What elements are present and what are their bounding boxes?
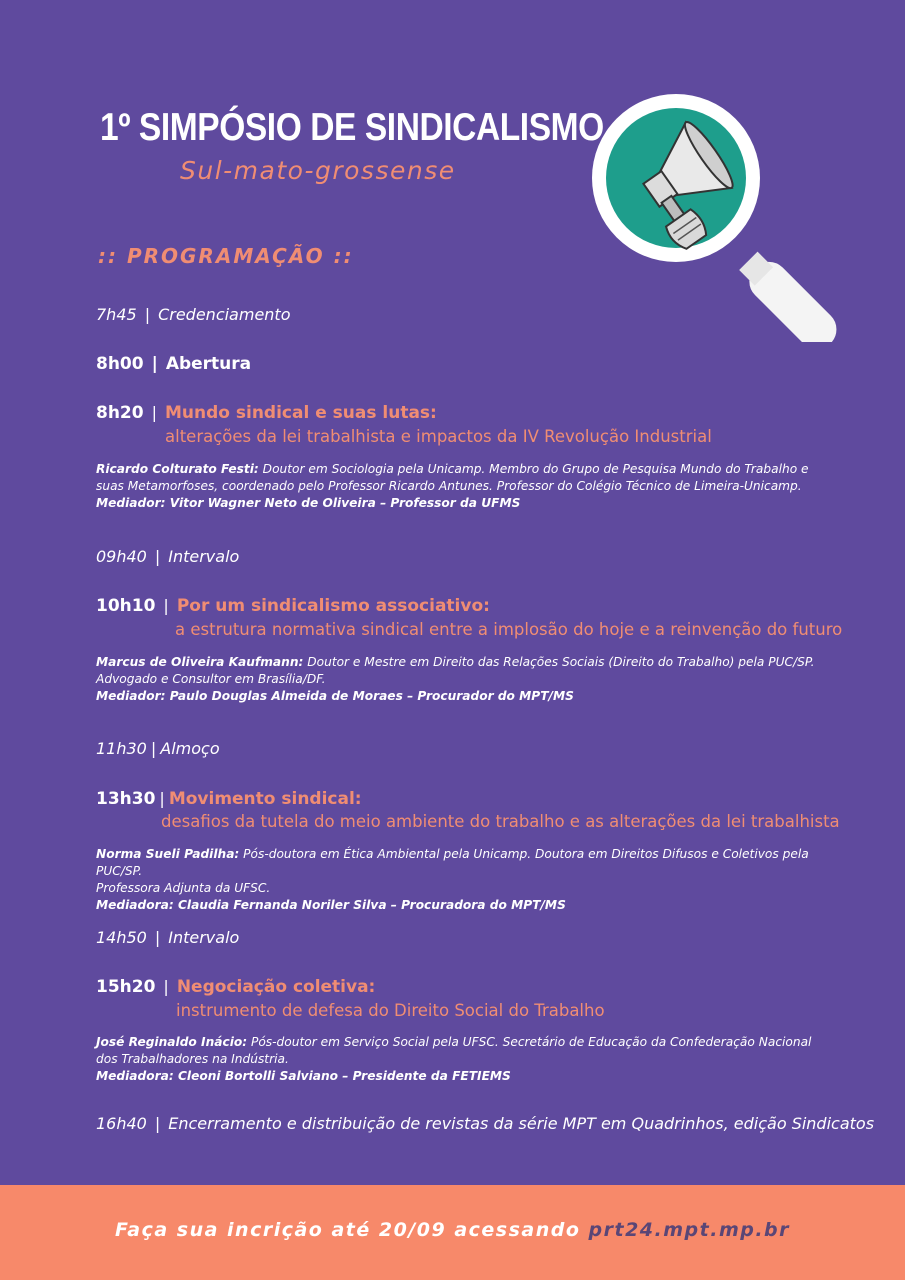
session-3-bio <box>96 846 816 914</box>
session-4-header: 15h20 | Negociação coletiva: <box>96 977 376 997</box>
schedule-item-encerramento: 16h40 | Encerramento e distribuição de revistas da série MPT em Quadrinhos, edição Sindicatos <box>96 1114 875 1133</box>
schedule-label: Abertura <box>165 354 252 374</box>
session-time: 8h20 <box>96 403 144 423</box>
page-title: 1º SIMPÓSIO DE SINDICALISMO <box>100 106 604 149</box>
speaker-bio: Doutor em Sociologia pela Unicamp. Membro do Grupo de Pesquisa Mundo do Trabalho e <box>258 462 809 476</box>
session-time: 10h10 <box>96 596 156 616</box>
footer-banner <box>0 1185 905 1280</box>
session-3-header: 13h30 | Movimento sindical: <box>96 789 362 809</box>
session-title: Negociação coletiva: <box>176 977 376 997</box>
mediator: Mediadora: Claudia Fernanda Noriler Silva – Procuradora do MPT/MS <box>96 898 566 912</box>
schedule-label: Almoço <box>160 739 220 758</box>
page-subtitle: Sul-mato-grossense <box>180 156 456 185</box>
session-3-subtitle: desafios da tutela do meio ambiente do trabalho e as alterações da lei trabalhista <box>161 812 840 831</box>
session-2-subtitle: a estrutura normativa sindical entre a implosão do hoje e a reinvenção do futuro <box>175 620 843 639</box>
session-2-header: 10h10 | Por um sindicalismo associativo: <box>96 596 490 616</box>
footer-text <box>0 1219 905 1241</box>
schedule-label: Credenciamento <box>158 305 291 324</box>
schedule-time: 16h40 <box>96 1114 147 1133</box>
speaker-bio: Pós-doutor em Serviço Social pela UFSC. Secretário de Educação da Confederação Nacional <box>247 1035 812 1049</box>
session-title: Por um sindicalismo associativo: <box>176 596 490 616</box>
schedule-time: 7h45 <box>96 305 137 324</box>
schedule-item-intervalo: 09h40 | Intervalo <box>96 547 240 566</box>
schedule-time: 09h40 <box>96 547 147 566</box>
session-2-bio <box>96 654 816 705</box>
mediator-label: Mediador: <box>96 689 166 703</box>
schedule-item-intervalo-2: 14h50 | Intervalo <box>96 928 240 947</box>
schedule-time: 14h50 <box>96 928 147 947</box>
schedule-time: 11h30 <box>96 739 147 758</box>
schedule-label: Intervalo <box>168 547 240 566</box>
session-1-bio <box>96 461 816 512</box>
mediator: Paulo Douglas Almeida de Moraes – Procurador do MPT/MS <box>165 689 574 703</box>
speaker-bio: Pós-doutora em Ética Ambiental pela Unicamp. Doutora em Direitos Difusos e Coletivos pela PUC/SP. <box>96 847 809 878</box>
session-1-subtitle: alterações da lei trabalhista e impactos da IV Revolução Industrial <box>165 427 712 446</box>
speaker-name: Norma Sueli Padilha: <box>96 847 240 861</box>
speaker-name: Ricardo Colturato Festi: <box>96 462 259 476</box>
mediator: Mediador: Vitor Wagner Neto de Oliveira – Professor da UFMS <box>96 496 521 510</box>
speaker-bio: Professora Adjunta da UFSC. <box>96 881 271 895</box>
speaker-bio: suas Metamorfoses, coordenado pelo Professor Ricardo Antunes. Professor do Colégio Técnico de Limeira-Unicamp. <box>96 479 802 493</box>
megaphone-magnifier-icon <box>588 92 838 342</box>
schedule-time: 8h00 <box>96 354 144 374</box>
speaker-name: José Reginaldo Inácio: <box>96 1035 248 1049</box>
schedule-label: Encerramento e distribuição de revistas da série MPT em Quadrinhos, edição Sindicatos <box>168 1114 875 1133</box>
session-title: Mundo sindical e suas lutas: <box>164 403 437 423</box>
speaker-bio: dos Trabalhadores na Indústria. <box>96 1052 289 1066</box>
schedule-item-credenciamento: 7h45 | Credenciamento <box>96 305 291 324</box>
session-time: 13h30 <box>96 789 156 809</box>
section-heading: :: PROGRAMAÇÃO :: <box>98 244 354 268</box>
session-title: Movimento sindical: <box>168 789 362 809</box>
schedule-item-abertura: 8h00 | Abertura <box>96 354 252 374</box>
mediator: Mediadora: Cleoni Bortolli Salviano – Presidente da FETIEMS <box>96 1069 511 1083</box>
registration-text: Faça sua incrição até 20/09 acessando <box>114 1219 589 1241</box>
registration-link[interactable]: prt24.mpt.mp.br <box>588 1219 791 1241</box>
session-4-bio <box>96 1034 816 1085</box>
schedule-label: Intervalo <box>168 928 240 947</box>
speaker-name: Marcus de Oliveira Kaufmann: <box>96 655 304 669</box>
session-4-subtitle: instrumento de defesa do Direito Social do Trabalho <box>176 1001 605 1020</box>
schedule-item-almoco: 11h30 | Almoço <box>96 739 220 758</box>
speaker-bio: Advogado e Consultor em Brasília/DF. <box>96 672 326 686</box>
session-1-header: 8h20 | Mundo sindical e suas lutas: <box>96 403 437 423</box>
session-time: 15h20 <box>96 977 156 997</box>
speaker-bio: Doutor e Mestre em Direito das Relações Sociais (Direito do Trabalho) pela PUC/SP. <box>303 655 815 669</box>
